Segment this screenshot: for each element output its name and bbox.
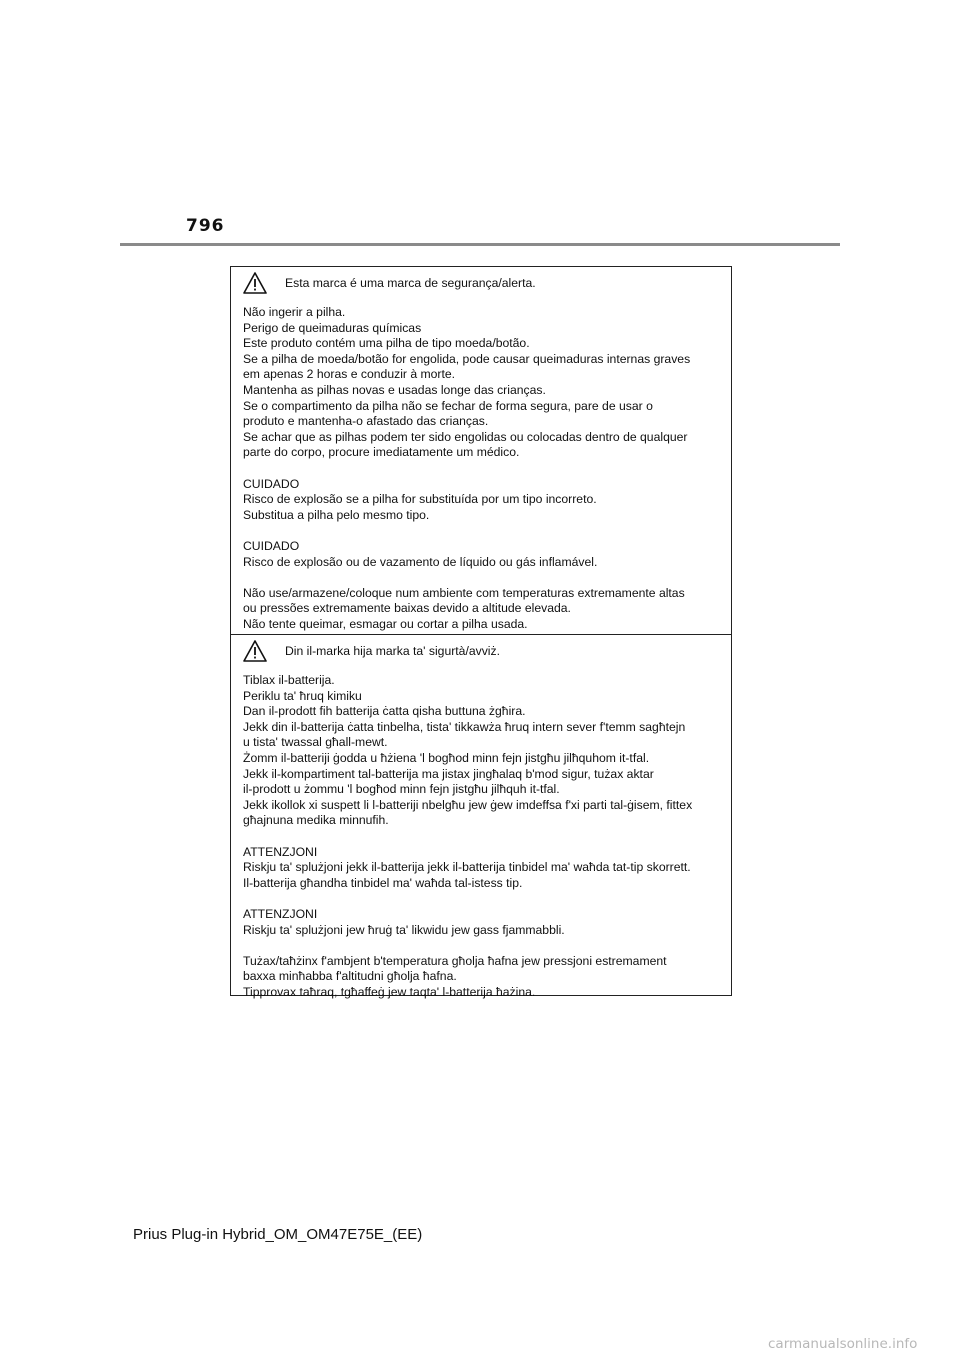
text-line: parte do corpo, procure imediatamente um médico. (243, 445, 520, 460)
text-line: em apenas 2 horas e conduzir à morte. (243, 367, 456, 382)
text-line: Se achar que as pilhas podem ter sido engolidas ou colocadas dentro de qualquer (243, 429, 688, 444)
warning-triangle-icon (243, 272, 267, 294)
text-line: Periklu ta' ħruq kimiku (243, 688, 362, 703)
text-line: Se o compartimento da pilha não se fechar de forma segura, pare de usar o (243, 398, 653, 413)
alert-label: Din il-marka hija marka ta' sigurtà/avviż. (285, 644, 500, 658)
warning-paragraph (243, 907, 719, 938)
text-line: u tista' twassal għall-mewt. (243, 735, 388, 750)
warning-triangle-icon (243, 640, 267, 662)
alert-label: Esta marca é uma marca de segurança/alerta. (285, 276, 536, 290)
notice-maltese (231, 634, 731, 999)
text-line: Żomm il-batteriji ġodda u ħżiena 'l bogħod minn fejn jistgħu jilħquhom it-tfal. (243, 750, 650, 765)
warning-paragraph (243, 954, 719, 1001)
battery-warning-label-box (230, 266, 732, 999)
text-line: Não use/armazene/coloque num ambiente com temperaturas extremamente altas (243, 585, 685, 600)
warning-paragraph (243, 305, 719, 461)
text-line: Riskju ta' splużjoni jew ħruġ ta' likwidu jew gass fjammabbli. (243, 922, 565, 937)
text-line: ATTENZJONI (243, 906, 318, 921)
text-line: Dan il-prodott fih batterija ċatta qisha buttuna żgħira. (243, 704, 526, 719)
text-line: Perigo de queimaduras químicas (243, 320, 422, 335)
alert-row (243, 635, 719, 665)
header-divider (120, 243, 840, 246)
text-line: Não ingerir a pilha. (243, 305, 346, 319)
text-line: Tipprovax taħraq, tgħaffeġ jew taqta' l-batterija ħażina. (243, 984, 536, 999)
text-line: Risco de explosão se a pilha for substituída por um tipo incorreto. (243, 492, 597, 507)
text-line: Riskju ta' splużjoni jekk il-batterija jekk il-batterija tinbidel ma' waħda tat-tip skorrett. (243, 860, 691, 875)
text-line: CUIDADO (243, 476, 300, 491)
text-line: baxxa minħabba f'altitudni għolja ħafna. (243, 969, 457, 984)
text-line: Tużax/taħżinx f'ambjent b'temperatura għolja ħafna jew pressjoni estremament (243, 953, 667, 968)
text-line: il-prodott u żommu 'l bogħod minn fejn jistgħu jilħquh it-tfal. (243, 782, 560, 797)
text-line: Tiblax il-batterija. (243, 673, 335, 687)
text-line: Jekk din il-batterija ċatta tinbelha, tista' tikkawża ħruq intern sever f'temm sagħtejn (243, 719, 686, 734)
warning-paragraph (243, 477, 719, 524)
notice-portuguese (231, 267, 731, 634)
text-line: ou pressões extremamente baixas devido a altitude elevada. (243, 601, 571, 616)
page-number: 796 (186, 216, 225, 236)
text-line: Risco de explosão ou de vazamento de líquido ou gás inflamável. (243, 554, 598, 569)
alert-row (243, 267, 719, 297)
text-line: ATTENZJONI (243, 844, 318, 859)
manual-id-footer: Prius Plug-in Hybrid_OM_OM47E75E_(EE) (133, 1226, 423, 1243)
warning-paragraph (243, 539, 719, 570)
text-line: produto e mantenha-o afastado das crianças. (243, 414, 489, 429)
watermark-link[interactable]: carmanualsonline.info (768, 1336, 918, 1352)
text-line: Il-batterija għandha tinbidel ma' waħda tal-istess tip. (243, 875, 523, 890)
text-line: Se a pilha de moeda/botão for engolida, pode causar queimaduras internas graves (243, 351, 691, 366)
text-line: Substitua a pilha pelo mesmo tipo. (243, 507, 430, 522)
text-line: Jekk ikollok xi suspett li l-batteriji nbelgħu jew ġew imdeffsa f'xi parti tal-ġisem, fittex (243, 797, 693, 812)
text-line: Jekk il-kompartiment tal-batterija ma jistax jingħalaq b'mod sigur, tużax aktar (243, 766, 654, 781)
warning-paragraph (243, 845, 719, 892)
warning-paragraph (243, 586, 719, 633)
warning-paragraph (243, 673, 719, 829)
text-line: Não tente queimar, esmagar ou cortar a pilha usada. (243, 616, 528, 631)
text-line: Este produto contém uma pilha de tipo moeda/botão. (243, 336, 530, 351)
text-line: CUIDADO (243, 538, 300, 553)
text-line: Mantenha as pilhas novas e usadas longe das crianças. (243, 382, 546, 397)
text-line: għajnuna medika minnufih. (243, 813, 389, 828)
